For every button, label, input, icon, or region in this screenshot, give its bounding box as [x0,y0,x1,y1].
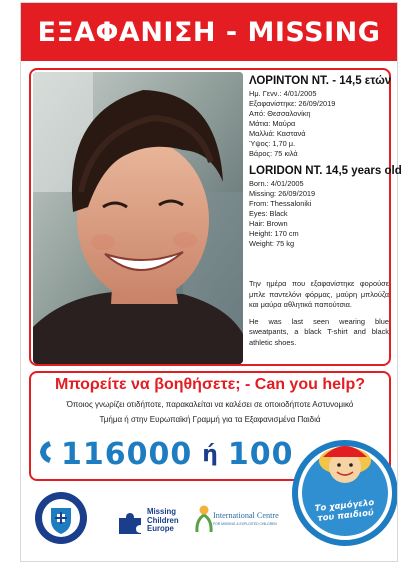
info-column [249,75,402,348]
english-detail: Missing: 26/09/2019 [249,189,316,198]
english-detail: From: Thessaloniki [249,199,312,208]
english-description: He was last seen wearing blue sweatpants, a black T-shirt and black athletic shoes. [249,316,389,347]
mce-word: Europe [147,524,174,534]
poster-header: ΕΞΑΦΑΝΙΣΗ - MISSING [21,3,397,61]
help-instructions: Όποιος γνωρίζει οτιδήποτε, παρακαλείται να καλέσει σε οποιοδήποτε Αστυνομικό [66,400,354,409]
partner-logos [29,488,299,550]
greek-description: Την ημέρα που εξαφανίστηκε φορούσε μπλε παντελόνι φόρμας, μαύρη μπλούζα και μαύρα αθλητικά παπούτσια. [249,279,389,309]
missing-poster [20,2,402,562]
greek-detail: Ύψος: 1,70 μ. [249,139,296,148]
hotline-number[interactable]: 116000 [61,436,193,472]
smile-of-child-logo [289,421,397,551]
missing-children-europe-logo [117,506,195,540]
hellenic-police-logo [33,490,89,546]
english-detail: Hair: Brown [249,219,288,228]
hotline-or: ή [202,441,218,467]
greek-detail: Ημ. Γενν.: 4/01/2005 [249,89,317,98]
smile-logo-text: Το χαμόγελο του παιδιού [314,497,375,524]
mce-word: Children [147,515,179,525]
english-detail: Height: 170 cm [249,229,299,238]
police-number[interactable]: 100 [227,436,294,472]
greek-detail: Βάρος: 75 κιλά [249,149,298,158]
international-centre-logo [193,502,299,542]
hotline-row [37,435,294,473]
child-figure-icon [193,504,215,534]
greek-detail: Μαλλιά: Καστανά [249,129,306,138]
greek-name: ΛΟΡΙΝΤΟΝ ΝΤ. - 14,5 ετών [249,75,392,87]
ic-subtitle: FOR MISSING & EXPLOITED CHILDREN [213,522,277,526]
english-detail: Eyes: Black [249,209,288,218]
english-detail: Weight: 75 kg [249,239,295,248]
phone-icon [37,439,55,469]
greek-detail: Από: Θεσσαλονίκη [249,109,311,118]
greek-detail: Μάτια: Μαύρα [249,119,296,128]
portrait-illustration [33,72,243,364]
english-detail: Born.: 4/01/2005 [249,179,304,188]
puzzle-icon [117,510,143,536]
help-title: Μπορείτε να βοηθήσετε; - Can you help? [55,376,365,393]
missing-person-photo [33,72,243,364]
ic-title: International Centre [213,511,279,520]
greek-detail: Εξαφανίστηκε: 26/09/2019 [249,99,336,108]
english-name: LORIDON NT. 14,5 years old [249,165,402,177]
help-instructions-2: Τμήμα ή στην Ευρωπαϊκή Γραμμή για τα Εξαφανισμένα Παιδιά [99,415,321,424]
mce-word: Missing [147,507,177,516]
